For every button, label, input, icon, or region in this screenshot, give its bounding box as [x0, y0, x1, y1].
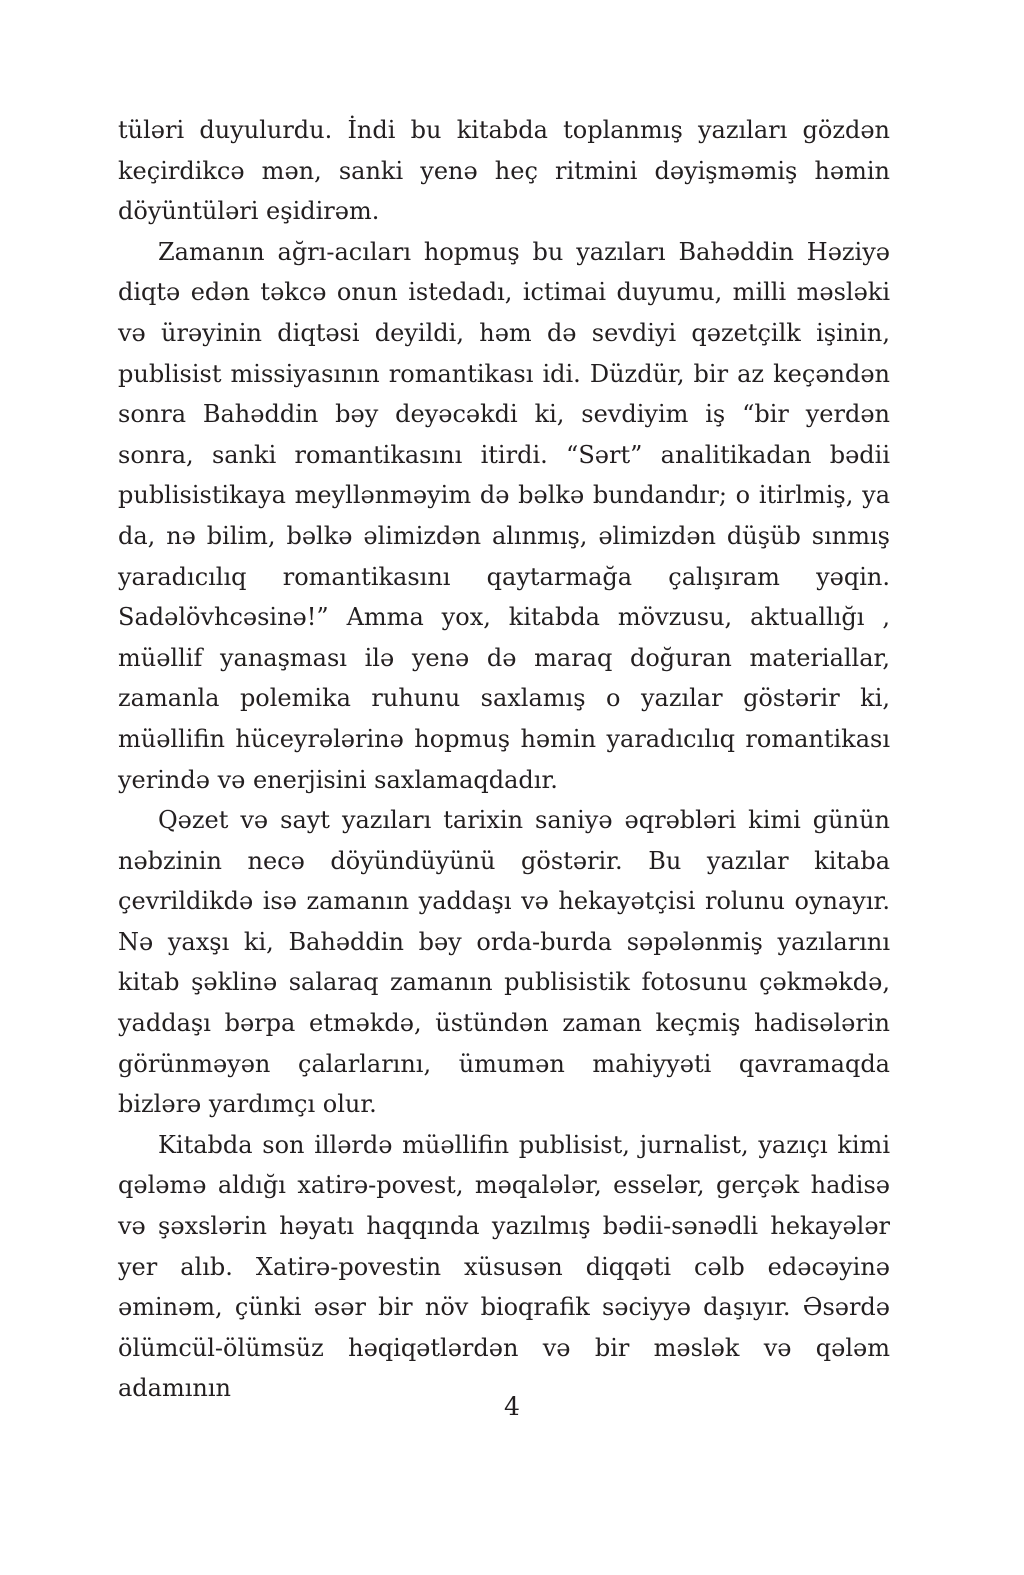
- page-body: [118, 110, 890, 1409]
- paragraph-2: Zamanın ağrı-acıları hopmuş bu yazıları Bahəddin Həziyə diqtə edən təkcə onun istedadı, ictimai duyumu, milli məsləki və ürəyinin diqtəsi deyildi, həm də sevdiyi qəzetçilk işinin, publisist missiyasının romantikası idi. Düzdür, bir az keçəndən sonra Bahəddin bəy deyəcəkdi ki, sevdiyim iş “bir yerdən sonra, sanki romantikasını itirdi. “Sərt” analitikadan bədii publisistikaya meyllənməyim də bəlkə bundandır; o itirlmiş, ya da, nə bilim, bəlkə əlimizdən alınmış, əlimizdən düşüb sınmış yaradıcılıq romantikasını qaytarmağa çalışıram yəqin. Sadəlövhcəsinə!” Amma yox, kitabda mövzusu, aktuallığı , müəllif yanaşması ilə yenə də maraq doğuran materiallar, zamanla polemika ruhunu saxlamış o yazılar göstərir ki, müəllifin hüceyrələrinə hopmuş həmin yaradıcılıq romantikası yerində və enerjisini saxlamaqdadır.: [118, 237, 890, 794]
- paragraph-3: Qəzet və sayt yazıları tarixin saniyə əqrəbləri kimi günün nəbzinin necə döyündüyünü göstərir. Bu yazılar kitaba çevrildikdə isə zamanın yaddaşı və hekayətçisi rolunu oynayır. Nə yaxşı ki, Bahəddin bəy orda-burda səpələnmiş yazılarını kitab şəklinə salaraq zamanın publisistik fotosunu çəkməkdə, yaddaşı bərpa etməkdə, üstündən zaman keçmiş hadisələrin görünməyən çalarlarını, ümumən mahiyyəti qavramaqda bizlərə yardımçı olur.: [118, 806, 890, 1119]
- paragraph-4: Kitabda son illərdə müəllifin publisist, jurnalist, yazıçı kimi qələmə aldığı xatirə-povest, məqalələr, esselər, gerçək hadisə və şəxslərin həyatı haqqında yazılmış bədii-sənədli hekayələr yer alıb. Xatirə-povestin xüsusən diqqəti cəlb edəcəyinə əminəm, çünki əsər bir növ bioqrafik səciyyə daşıyır. Əsərdə ölümcül-ölümsüz həqiqətlərdən və bir məslək və qələm adamının: [118, 1130, 890, 1403]
- paragraph-1: tüləri duyulurdu. İndi bu kitabda toplanmış yazıları gözdən keçirdikcə mən, sanki yenə heç ritmini dəyişməmiş həmin döyüntüləri eşidirəm.: [118, 116, 890, 226]
- page-number: 4: [504, 1392, 520, 1421]
